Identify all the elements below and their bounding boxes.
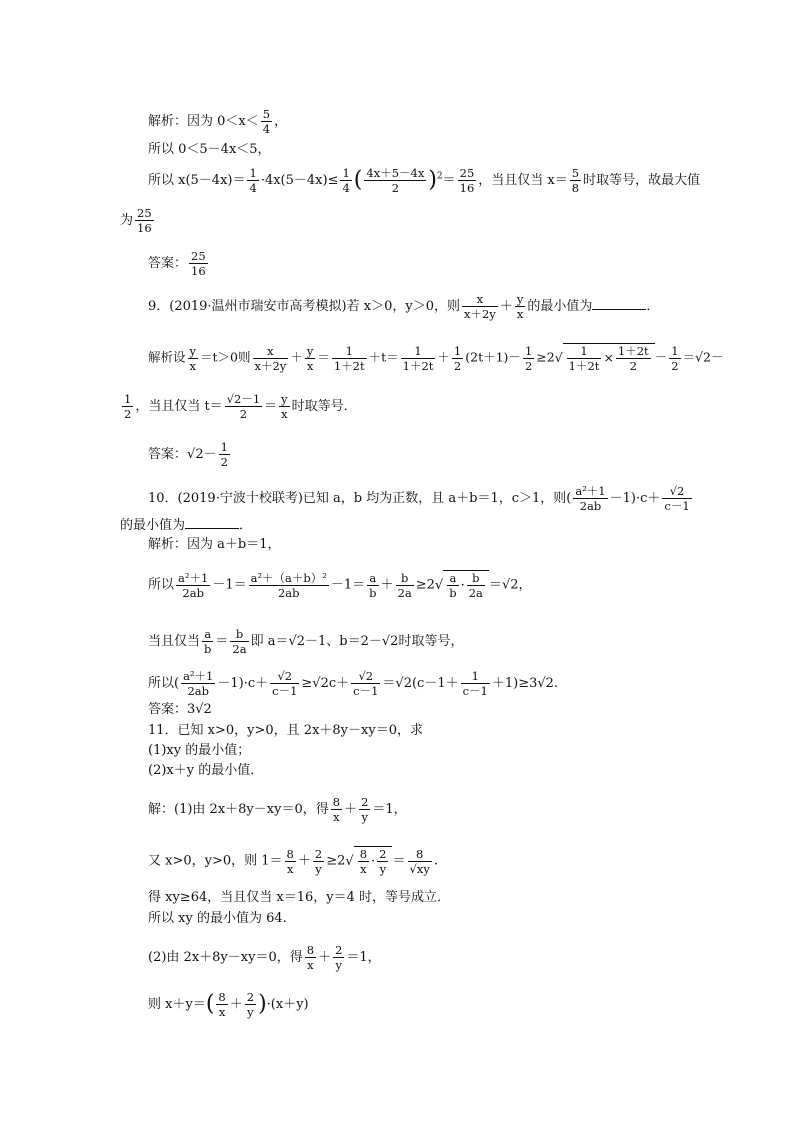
solution-line: 所以( $\frac{\text{a²＋1}}{2ab}$ －1)·c＋ $\frac{√2}{c-1}$ ≥√2c＋ $\frac{√2}{c-1}$ ＝√2(c－1＋ $\frac{1}{c-1}$ ＋1)≥3√2.: [148, 669, 559, 698]
question-10-cont: 的最小值为 ．: [120, 518, 253, 533]
fraction: $\frac{5}{4}$: [262, 107, 271, 136]
sqrt: √ $\frac{1}{1+2t}$ × $\frac{1+2t}{2}$: [555, 343, 655, 373]
solution-line: 解析设 $\frac{y}{x}$ ＝t＞0则 $\frac{x}{x+2y}$ ＋ $\frac{y}{x}$ ＝ $\frac{1}{1+2t}$ ＋t＝ $\frac{1}{1+2t}$ ＋ $\frac{1}{2}$ (2t＋1)－ $\frac{1}{2}$ ≥2√ $\frac{1}{1+2t}$ × $\frac{1+2t}{2}$ － $\frac{1}{2}$ ＝√2－: [148, 343, 724, 373]
question-9: 9．(2019·温州市瑞安市高考模拟)若 x＞0，y＞0，则 $\frac{x}{x+2y}$ ＋ $\frac{y}{x}$ 的最小值为 ．: [148, 292, 660, 321]
question-11-part1: (1)xy 的最小值；: [148, 743, 251, 758]
solution-line: (2)由 2x＋8y－xy＝0，得 $\frac{8}{x}$ ＋ $\frac{2}{y}$ ＝1，: [148, 943, 381, 972]
solution-line: 所以 $\frac{\text{a²＋1}}{2ab}$ －1＝ $\frac{\text{a²＋（a＋b）²}}{2ab}$ －1＝ $\frac{a}{b}$ ＋ $\frac{b}{2a}$ ≥2√ $\frac{a}{b}$ · $\frac{b}{2a}$ ＝√2，: [148, 570, 532, 600]
answer-blank: [592, 297, 646, 310]
solution-line: 解析：因为 0＜x＜ $\frac{5}{4}$ ，: [148, 107, 288, 136]
answer-line: 答案： $\frac{25}{16}$: [148, 249, 206, 278]
solution-line: 得 xy≥64，当且仅当 x＝16，y＝4 时，等号成立．: [148, 890, 450, 905]
solution-line: 解：(1)由 2x＋8y－xy＝0，得 $\frac{8}{x}$ ＋ $\frac{2}{y}$ ＝1，: [148, 795, 407, 824]
question-11-part2: (2)x＋y 的最小值．: [148, 763, 264, 778]
solution-line: 所以 x(5－4x)＝ $\frac{1}{4}$ ·4x(5－4x)≤ $\frac{1}{4}$ ( $\frac{4x+5-4x}{2}$ )$^2$＝ $\frac{25}{16}$ ，当且仅当 x＝ $\frac{5}{8}$ 时取等号，故最大值: [148, 166, 701, 195]
solution-line: 又 x>0，y>0，则 1＝ $\frac{8}{x}$ ＋ $\frac{2}{y}$ ≥2√ $\frac{8}{x}$ · $\frac{2}{y}$ ＝ $\frac{8}{√xy}$ .: [148, 846, 438, 876]
solution-line: 当且仅当 $\frac{a}{b}$ ＝ $\frac{b}{2a}$ 即 a＝√2－1、b＝2－√2时取等号，: [148, 627, 464, 656]
answer-line: 答案：3√2: [148, 702, 212, 717]
solution-line: $\frac{1}{2}$ ，当且仅当 t＝ $\frac{√2-1}{2}$ ＝ $\frac{y}{x}$ 时取等号．: [124, 392, 357, 421]
text: 解析：因为 0＜x＜: [148, 114, 259, 129]
solution-line: 解析：因为 a＋b＝1，: [148, 537, 281, 552]
answer-blank: [185, 516, 239, 529]
solution-line: 则 x＋y＝( $\frac{8}{x}$ ＋ $\frac{2}{y}$ )·(x＋y): [148, 990, 309, 1019]
answer-line: 答案：√2－ $\frac{1}{2}$: [148, 440, 228, 469]
solution-line: 所以 xy 的最小值为 64.: [148, 911, 287, 926]
question-10: 10．(2019·宁波十校联考)已知 a，b 均为正数，且 a＋b＝1，c＞1，则( $\frac{\text{a²＋1}}{2ab}$ －1)·c＋ $\frac{√2}{c-1}$: [148, 484, 690, 513]
question-11: 11．已知 x>0，y>0，且 2x＋8y－xy＝0，求: [148, 723, 423, 738]
solution-line: 为 $\frac{25}{16}$: [120, 206, 152, 235]
solution-line: 所以 0＜5－4x＜5，: [148, 142, 271, 157]
